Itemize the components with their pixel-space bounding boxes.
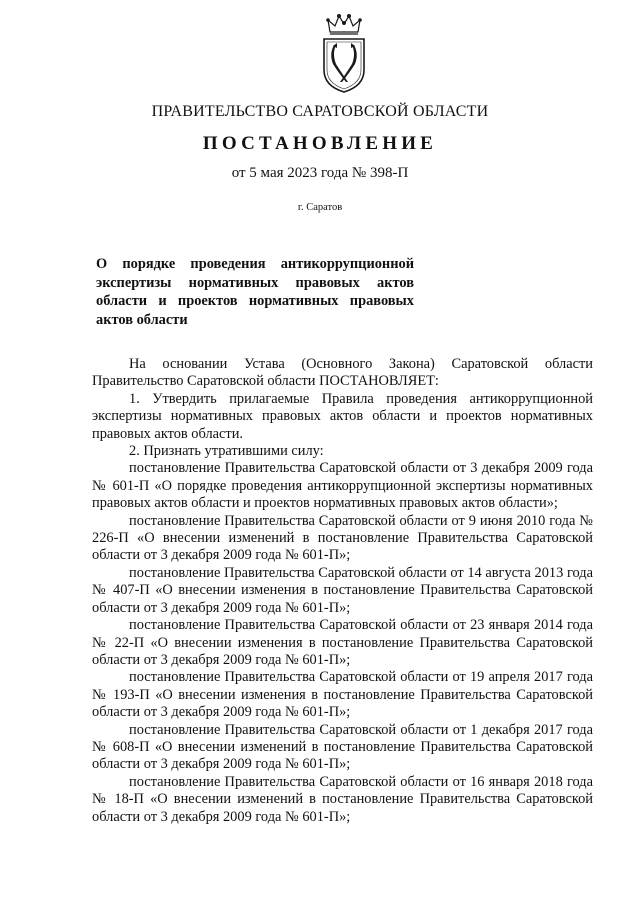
repealed-act: постановление Правительства Саратовской области от 9 июня 2010 года № 226-П «О внесении изменений в постановление Правительства Саратовской области от 3 декабря 2009 года № 601-П»;: [92, 512, 593, 564]
document-body: [92, 356, 593, 826]
document-date-number: от 5 мая 2023 года № 398-П: [231, 165, 409, 181]
saratov-coat-of-arms-icon: [318, 12, 370, 94]
repealed-act: постановление Правительства Саратовской области от 23 января 2014 года № 22-П «О внесении изменения в постановление Правительства Саратовской области от 3 декабря 2009 года № 601-П»;: [92, 617, 593, 668]
document-city: г. Саратов: [297, 202, 343, 213]
paragraph-item-2: 2. Признать утратившими силу:: [129, 443, 324, 460]
document-type: ПОСТАНОВЛЕНИЕ: [202, 133, 438, 154]
paragraph-item-1: 1. Утвердить прилагаемые Правила проведения антикоррупционной экспертизы нормативных правовых актов области и проектов нормативных правовых актов области.: [92, 390, 593, 442]
paragraph-basis: На основании Устава (Основного Закона) Саратовской области Правительство Саратовской области ПОСТАНОВЛЯЕТ:: [92, 356, 593, 390]
repealed-act: постановление Правительства Саратовской области от 1 декабря 2017 года № 608-П «О внесении изменений в постановление Правительства Саратовской области от 3 декабря 2009 года № 601-П»;: [92, 721, 593, 773]
document-title: О порядке проведения антикоррупционной экспертизы нормативных правовых актов области и проектов нормативных правовых актов области: [96, 256, 414, 328]
repealed-act: постановление Правительства Саратовской области от 14 августа 2013 года № 407-П «О внесении изменения в постановление Правительства Саратовской области от 3 декабря 2009 года № 601-П»;: [92, 564, 593, 616]
repealed-act: постановление Правительства Саратовской области от 16 января 2018 года № 18-П «О внесении изменений в постановление Правительства Саратовской области от 3 декабря 2009 года № 601-П»;: [92, 773, 593, 825]
repealed-act: постановление Правительства Саратовской области от 19 апреля 2017 года № 193-П «О внесении изменения в постановление Правительства Саратовской области от 3 декабря 2009 года № 601-П»;: [92, 669, 593, 721]
repealed-act: постановление Правительства Саратовской области от 3 декабря 2009 года № 601-П «О порядке проведения антикоррупционной экспертизы нормативных правовых актов области и проектов нормативных правовых актов области»;: [92, 460, 593, 512]
government-name: ПРАВИТЕЛЬСТВО САРАТОВСКОЙ ОБЛАСТИ: [151, 103, 489, 120]
